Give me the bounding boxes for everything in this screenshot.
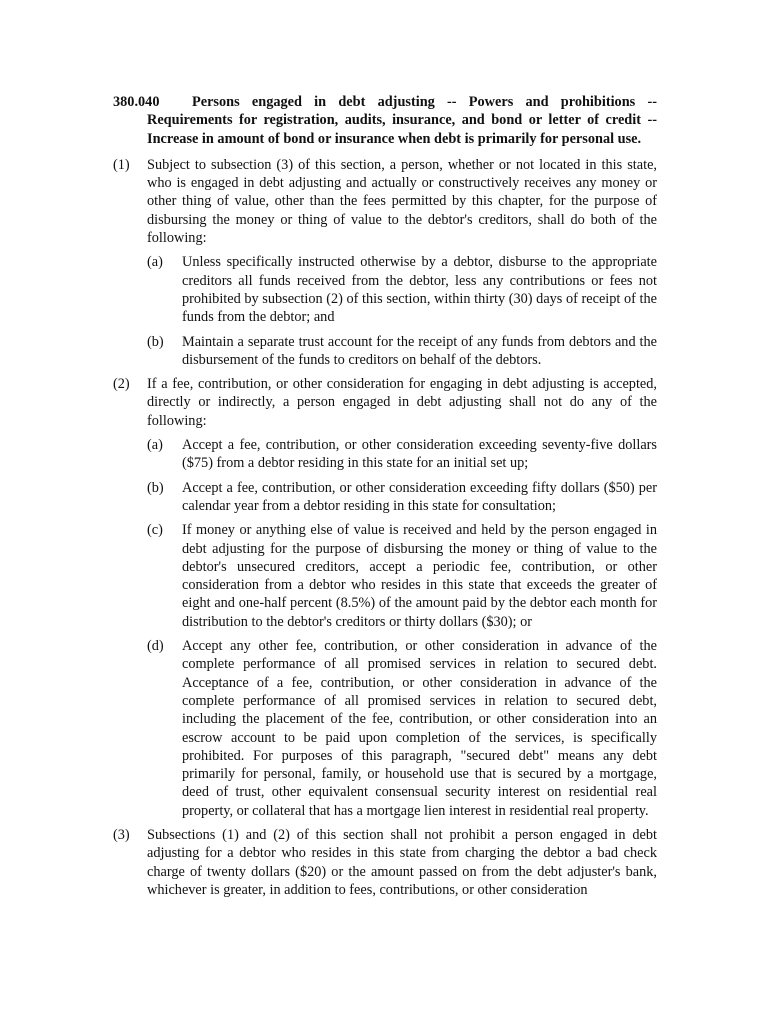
- subsection-text: If a fee, contribution, or other consideration for engaging in debt adjusting is accepted, directly or indirectly, a person engaged in debt adjusting shall not do any of the following:: [147, 376, 657, 429]
- paragraph-text: Accept a fee, contribution, or other consideration exceeding seventy-five dollars ($75) from a debtor residing in this state for an initial set up;: [182, 437, 657, 472]
- paragraph: [147, 479, 657, 516]
- subsection-label: (3): [113, 826, 130, 843]
- paragraph-text: Maintain a separate trust account for the receipt of any funds from debtors and the disbursement of the funds to creditors on behalf of the debtors.: [182, 333, 657, 368]
- paragraph-text: Unless specifically instructed otherwise by a debtor, disburse to the appropriate creditors all funds received from the debtor, less any contributions or fees not prohibited by subsection (2) of this section, within thirty (30) days of receipt of the funds from the debtor; and: [182, 254, 657, 326]
- paragraph-label: (a): [147, 254, 163, 271]
- paragraph-label: (d): [147, 638, 164, 655]
- paragraph-text: If money or anything else of value is received and held by the person engaged in debt adjusting for the purpose of disbursing the money or thing of value to the debtor's unsecured creditors, accept a periodic fee, contribution, or other consideration from a debtor who resides in this state that exceeds the greater of eight and one-half percent (8.5%) of the amount paid by the debtor each month for distribution to the debtor's creditors or thirty dollars ($30); or: [182, 522, 657, 630]
- section-number: 380.040: [113, 94, 160, 110]
- paragraph-label: (b): [147, 333, 164, 350]
- subsection-text: Subject to subsection (3) of this section, a person, whether or not located in this state, who is engaged in debt adjusting and actually or constructively receives any money or other thing of value, other than the fees permitted by this chapter, for the purpose of disbursing the money or thing of value to the debtor's creditors, shall do both of the following:: [147, 156, 657, 247]
- paragraph: [147, 333, 657, 370]
- subsection: [113, 826, 657, 899]
- section-heading: [113, 93, 657, 148]
- paragraph-text: Accept any other fee, contribution, or other consideration in advance of the complete performance of all promised services in relation to secured debt. Acceptance of a fee, contribution, or other consideration in advance of the complete performance of all promised services in relation to secured debt, including the placement of the fee, contribution, or other consideration into an escrow account to be paid upon completion of the services, is specifically prohibited. For purposes of this paragraph, "secured debt" means any debt primarily for personal, family, or household use that is secured by a mortgage, deed of trust, other equivalent consensual security interest on residential real property, or collateral that has a mortgage lien interest in residential real property.: [182, 638, 657, 819]
- subsection-text: Subsections (1) and (2) of this section shall not prohibit a person engaged in debt adjusting for a debtor who resides in this state from charging the debtor a bad check charge of twenty dollars ($20) or the amount passed on from the debt adjuster's bank, whichever is greater, in addition to fees, contributions, or other consideration: [147, 826, 657, 898]
- subsection: [113, 156, 657, 369]
- paragraph-label: (a): [147, 437, 163, 454]
- paragraph-label: (c): [147, 522, 163, 539]
- subsection-label: (1): [113, 156, 130, 173]
- section-title: Persons engaged in debt adjusting -- Powers and prohibitions -- Requirements for registration, audits, insurance, and bond or letter of credit -- Increase in amount of bond or insurance when debt is primarily for personal use.: [147, 94, 657, 147]
- paragraph: [147, 436, 657, 473]
- paragraph: [147, 253, 657, 326]
- paragraph-label: (b): [147, 479, 164, 496]
- paragraph: [147, 637, 657, 820]
- subsection-label: (2): [113, 376, 130, 393]
- statute-page: [113, 93, 657, 905]
- subsection: [113, 375, 657, 820]
- paragraph-text: Accept a fee, contribution, or other consideration exceeding fifty dollars ($50) per calendar year from a debtor residing in this state for consultation;: [182, 479, 657, 514]
- paragraph: [147, 521, 657, 631]
